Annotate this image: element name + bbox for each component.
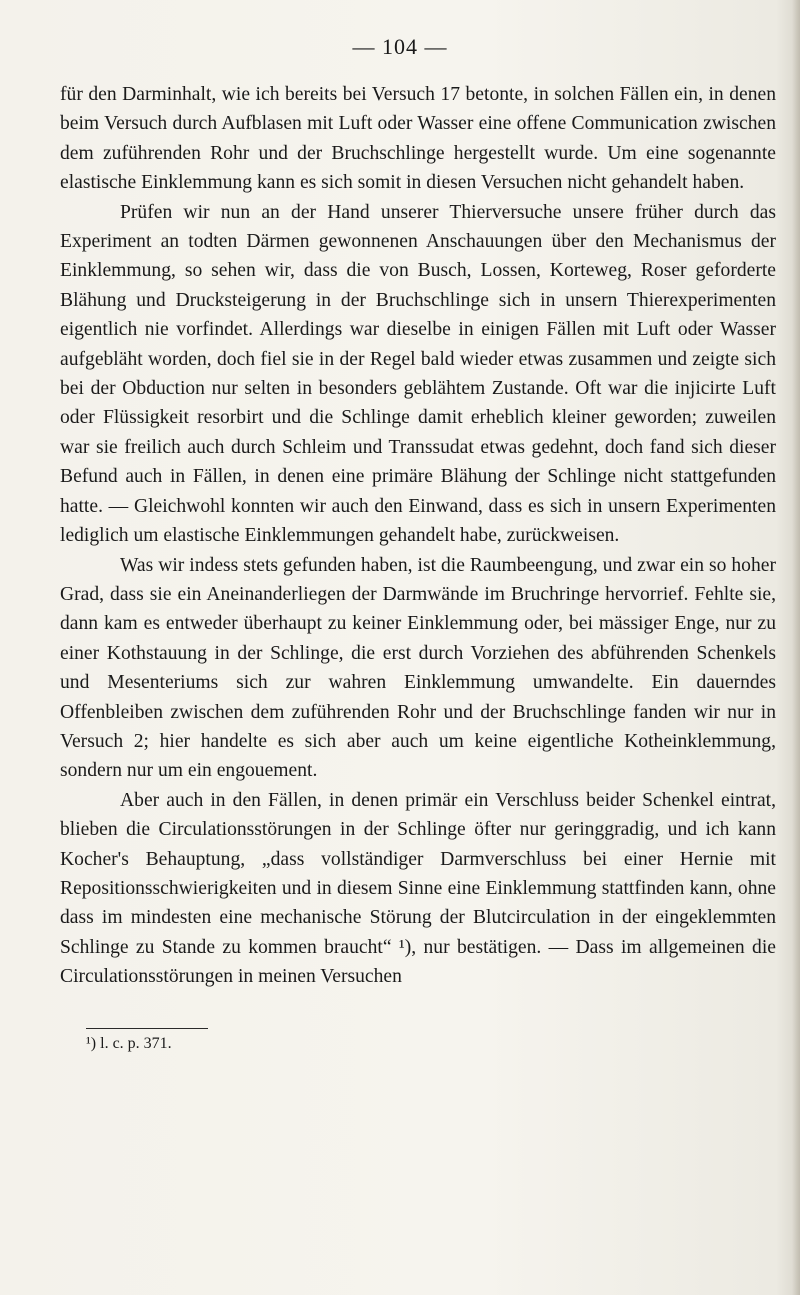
paragraph-1: für den Darminhalt, wie ich bereits bei Versuch 17 betonte, in solchen Fällen ein, in denen beim Versuch durch Aufblasen mit Luft oder Wasser eine offene Communication zwischen dem zuführenden Rohr und der Bruchschlinge hergestellt wurde. Um eine sogenannte elastische Einklemmung kann es sich somit in diesen Versuchen nicht gehandelt haben. [60, 84, 776, 194]
page-number: — 104 — [352, 34, 448, 59]
footnote-marker: ¹) [86, 1035, 97, 1052]
paragraph-4: Aber auch in den Fällen, in denen primär ein Verschluss beider Schenkel eintrat, blieben die Circulationsstörungen in der Schlinge öfter nur geringgradig, und ich kann Kocher's Behauptung, „dass vollständiger Darmverschluss bei einer Hernie mit Repositionsschwierigkeiten und in diesem Sinne eine Einklemmung stattfinden kann, ohne dass im mindesten eine mechanische Störung der Blutcirculation in der eingeklemmten Schlinge zu Stande zu kommen braucht“ ¹), nur bestätigen. — Dass im allgemeinen die Circulationsstörungen in meinen Versuchen [60, 789, 776, 988]
footnote [86, 1033, 172, 1055]
paragraph-3: Was wir indess stets gefunden haben, ist die Raumbeengung, und zwar ein so hoher Grad, dass sie ein Aneinanderliegen der Darmwände im Bruchringe hervorrief. Fehlte sie, dann kam es entweder überhaupt zu keiner Einklemmung oder, bei mässiger Enge, nur zu einer Kothstauung in der Schlinge, die erst durch Vorziehen des abführenden Schenkels und Mesenteriums sich zur wahren Einklemmung umwandelte. Ein dauerndes Offenbleiben zwischen dem zuführenden Rohr und der Bruchschlinge fanden wir nur in Versuch 2; hier handelte es sich aber auch um keine eigentliche Kotheinklemmung, sondern nur um ein engouement. [60, 554, 776, 782]
footnote-text: l. c. p. 371. [100, 1035, 172, 1052]
page-edge-shadow [792, 0, 800, 1295]
paragraph-2: Prüfen wir nun an der Hand unserer Thierversuche unsere früher durch das Experiment an todten Därmen gewonnenen Anschauungen über den Mechanismus der Einklemmung, so sehen wir, dass die von Busch, Lossen, Korteweg, Roser geforderte Blähung und Drucksteigerung in der Bruchschlinge sich in unsern Thierexperimenten eigentlich nie vorfindet. Allerdings war dieselbe in einigen Fällen mit Luft oder Wasser aufgebläht worden, doch fiel sie in der Regel bald wieder etwas zusammen und zeigte sich bei der Obduction nur selten in besonders geblähtem Zustande. Oft war die injicirte Luft oder Flüssigkeit resorbirt und die Schlinge damit erheblich kleiner geworden; zuweilen war sie freilich auch durch Schleim und Transsudat etwas gedehnt, doch fand sich dieser Befund auch in Fällen, in denen eine primäre Blähung der Schlinge nicht stattgefunden hatte. — Gleichwohl konnten wir auch den Einwand, dass es sich in unsern Experimenten lediglich um elastische Einklemmungen gehandelt habe, zurückweisen. [60, 201, 776, 547]
body-text [60, 80, 776, 992]
footnote-divider [86, 1028, 208, 1029]
